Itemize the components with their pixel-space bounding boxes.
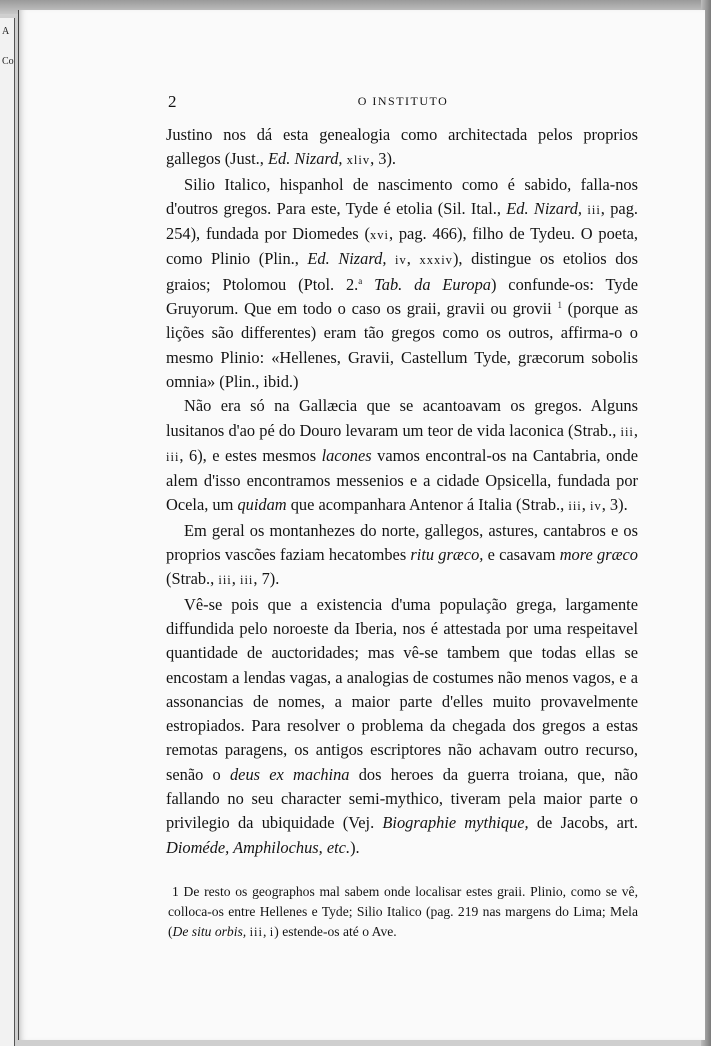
roman-numeral: iii — [587, 202, 601, 217]
italic-citation: Ed. Nizard, — [506, 198, 583, 218]
roman-numeral: i — [269, 925, 275, 939]
roman-numeral: iii — [620, 424, 634, 439]
superscript: a — [358, 275, 363, 286]
text-run: , 6), e estes mesmos — [179, 445, 322, 465]
text-run: , — [263, 924, 270, 939]
paragraph — [166, 519, 638, 593]
paragraph — [166, 123, 638, 173]
italic-term: deus ex machina — [229, 764, 350, 784]
italic-term: more græco — [559, 545, 638, 565]
text-run: , — [581, 495, 590, 515]
paragraph — [166, 394, 638, 518]
footnote-marker[interactable]: 1 — [557, 300, 562, 311]
text-run: ) estende-os até o Ave. — [274, 924, 397, 939]
text-run: , 3). — [601, 495, 628, 515]
text-run: dos heroes da guerra troiana, que, não fallando no seu character semi-mythico, tiveram pela maior parte o privilegio da ubiquidade (Vej. — [166, 764, 638, 833]
text-run: Vê-se pois que a existencia d'uma população grega, largamente diffundida pelo noroeste da Iberia, nos é attestada por uma respeitavel quantidade de auctoridades; mas vê-se tambem que todas ellas se encostam a lendas vagas, a analogias de costumes não menos vagos, e a assonancias de nomes, a maior parte d'elles muito provavelmente estropiados. Para resolver o problema da chegada dos gregos a estas remotas paragens, os antigos escriptores não achavam outro recurso, senão o — [166, 594, 638, 784]
italic-citation: Dioméde, Amphilochus, etc. — [166, 837, 351, 857]
text-run: ), distingue os etolios dos graios; Ptolomou (Ptol. 2. — [166, 249, 638, 294]
text-run: Silio Italico, hispanhol de nascimento como é sabido, falla-nos d'outros gregos. Para este, Tyde é etolia (Sil. Ital., — [166, 174, 638, 218]
text-run: que acompanhara Antenor á Italia (Strab., — [286, 495, 569, 515]
italic-term: ritu græco, — [410, 545, 484, 565]
italic-term: quidam — [237, 495, 287, 515]
text-run: Em geral os montanhezes do norte, gallegos, astures, cantabros e os proprios vascões faziam hecatombes — [166, 520, 638, 565]
italic-citation: Ed. Nizard, — [267, 149, 343, 169]
text-run: , — [406, 249, 420, 269]
text-run: , pag. 466), filho de Tydeu. O poeta, como Plinio (Plin., — [166, 224, 639, 269]
roman-numeral: iii — [568, 499, 582, 514]
body-text — [166, 123, 638, 860]
text-run: e casavam — [483, 545, 560, 565]
italic-term: lacones — [321, 445, 372, 465]
italic-citation: De situ orbis, — [172, 924, 247, 939]
footnote — [168, 882, 638, 942]
text-run: Justino nos dá esta genealogia como architectada pelos proprios gallegos (Just., — [166, 125, 638, 169]
running-title: O INSTITUTO — [357, 94, 449, 108]
paragraph — [166, 173, 638, 395]
text-run: , — [231, 569, 240, 589]
page-number: 2 — [168, 92, 177, 111]
text-run: , 7). — [253, 569, 280, 589]
text-run — [362, 275, 374, 294]
text-run: , — [633, 420, 638, 440]
page-header — [168, 92, 638, 114]
roman-numeral: iii — [218, 573, 232, 588]
roman-numeral: iv — [589, 499, 602, 514]
roman-numeral: xxxiv — [419, 253, 453, 268]
text-run: Não era só na Gallæcia que se acantoavam os gregos. Alguns lusitanos d'ao pé do Douro levaram um teor de vida laconica (Strab., — [166, 396, 638, 440]
italic-citation: Tab. da Europa — [374, 274, 491, 294]
text-run: , pag. 254), fundada por Diomedes ( — [166, 198, 638, 244]
italic-citation: Ed. Nizard, — [307, 249, 387, 269]
roman-numeral: xvi — [369, 228, 389, 243]
underlying-page-fragment: Co — [2, 56, 14, 67]
underlying-page-edge — [0, 18, 15, 1046]
text-run: de Jacobs, art. — [528, 813, 638, 833]
text-run: vamos encontral-os na Cantabria, onde alem d'isso encontramos messenios e a cidade Opsicella, fundada por Ocela, um — [166, 445, 639, 515]
paragraph — [166, 593, 638, 860]
text-run: ) confunde-os: Tyde Gruyorum. Que em todo o caso os graii, gravii ou grovii — [166, 274, 638, 319]
roman-numeral: iv — [395, 253, 407, 268]
roman-numeral: xliv — [346, 153, 371, 168]
roman-numeral: iii — [166, 449, 180, 464]
roman-numeral: iii — [239, 573, 254, 588]
underlying-page-fragment: A — [2, 26, 10, 37]
roman-numeral: iii — [249, 925, 263, 939]
text-run: , 3). — [370, 149, 397, 169]
text-run: 1 De resto os geographos mal sabem onde localisar estes graii. Plinio, como se vê, colloca-os entre Hellenes e Tyde; Silio Italico (pag. 219 nas margens do Lima; Mela ( — [168, 884, 638, 939]
text-run: ). — [350, 837, 360, 857]
italic-citation: Biographie mythique, — [382, 813, 529, 833]
text-run: (Strab., — [166, 569, 219, 589]
text-run: (porque as lições são differentes) eram tão gregos como os outros, affirma-o o mesmo Plinio: «Hellenes, Gravii, Castellum Tyde, græcorum sobolis omnia» (Plin., ibid.) — [166, 299, 638, 391]
